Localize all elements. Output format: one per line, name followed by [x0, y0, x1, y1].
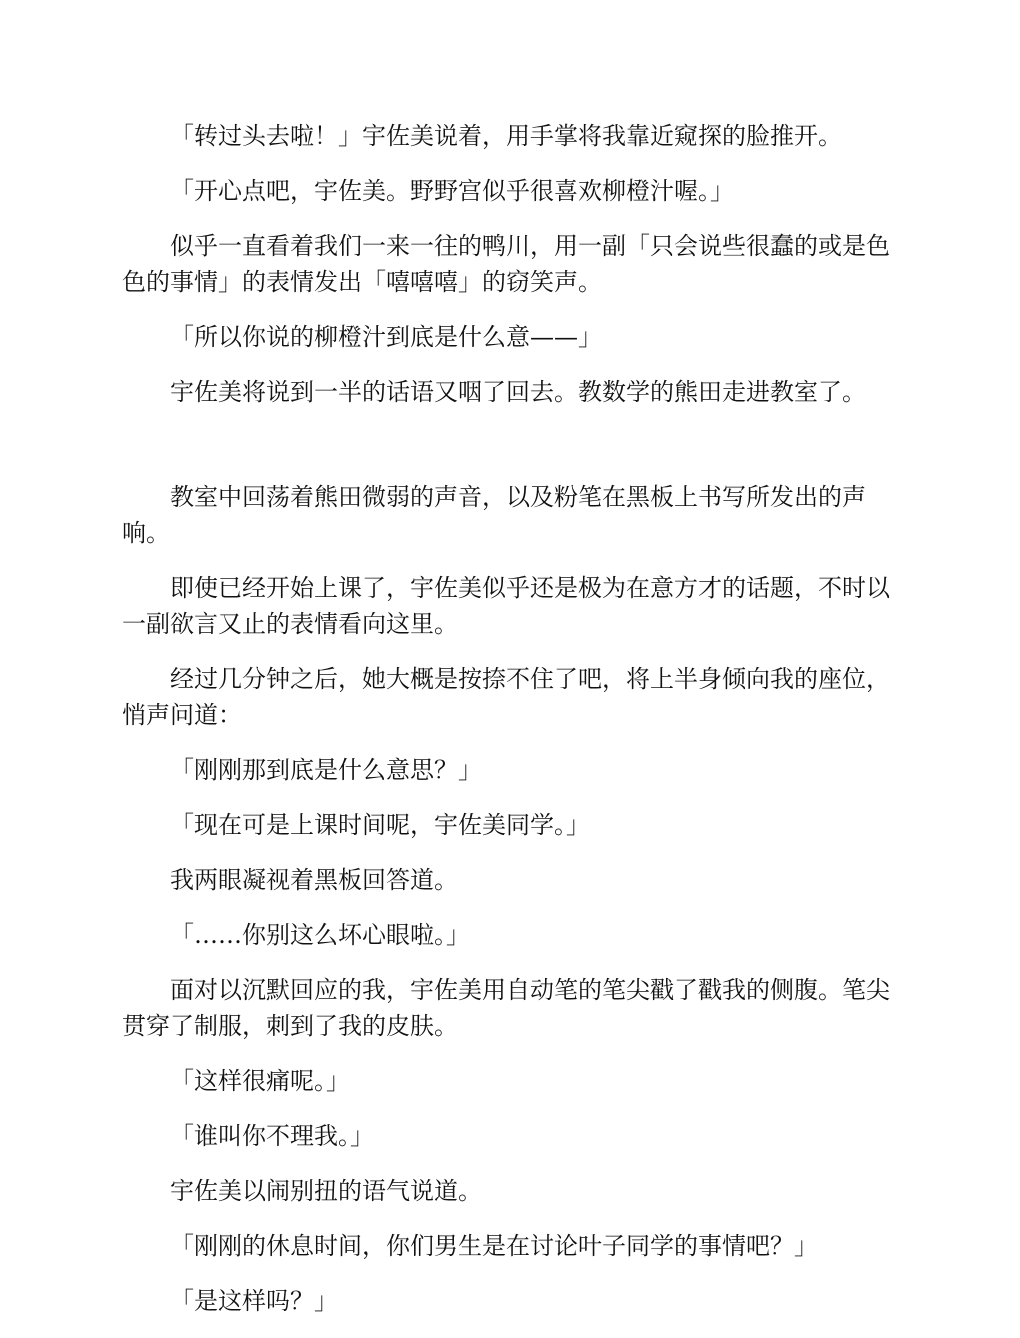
- paragraph: 「转过头去啦！」宇佐美说着，用手掌将我靠近窥探的脸推开。: [170, 122, 842, 150]
- paragraph: 「谁叫你不理我。」: [170, 1122, 374, 1150]
- paragraph: 宇佐美将说到一半的话语又咽了回去。教数学的熊田走进教室了。: [170, 378, 866, 406]
- section-break: [122, 429, 898, 479]
- paragraph: 即使已经开始上课了，宇佐美似乎还是极为在意方才的话题，不时以一副欲言又止的表情看向这里。: [122, 574, 890, 638]
- paragraph: 「所以你说的柳橙汁到底是什么意——」: [170, 323, 602, 351]
- paragraph: 「是这样吗？」: [170, 1287, 338, 1315]
- paragraph: 宇佐美以闹别扭的语气说道。: [170, 1177, 482, 1205]
- paragraph: 似乎一直看着我们一来一往的鸭川，用一副「只会说些很蠢的或是色色的事情」的表情发出「嘻嘻嘻」的窃笑声。: [122, 232, 890, 296]
- paragraph: 「现在可是上课时间呢，宇佐美同学。」: [170, 811, 590, 839]
- paragraph: 「这样很痛呢。」: [170, 1067, 350, 1095]
- paragraph: 经过几分钟之后，她大概是按捺不住了吧，将上半身倾向我的座位，悄声问道：: [122, 665, 890, 729]
- body-text: [122, 118, 898, 1338]
- paragraph: 面对以沉默回应的我，宇佐美用自动笔的笔尖戳了戳我的侧腹。笔尖贯穿了制服，刺到了我的皮肤。: [122, 976, 890, 1040]
- paragraph: 「开心点吧，宇佐美。野野宫似乎很喜欢柳橙汁喔。」: [170, 177, 734, 205]
- paragraph: 「刚刚那到底是什么意思？」: [170, 756, 482, 784]
- paragraph: 我两眼凝视着黑板回答道。: [170, 866, 458, 894]
- paragraph: 「……你别这么坏心眼啦。」: [170, 921, 470, 949]
- paragraph: 教室中回荡着熊田微弱的声音，以及粉笔在黑板上书写所发出的声响。: [122, 483, 866, 547]
- paragraph: 「刚刚的休息时间，你们男生是在讨论叶子同学的事情吧？」: [170, 1232, 818, 1260]
